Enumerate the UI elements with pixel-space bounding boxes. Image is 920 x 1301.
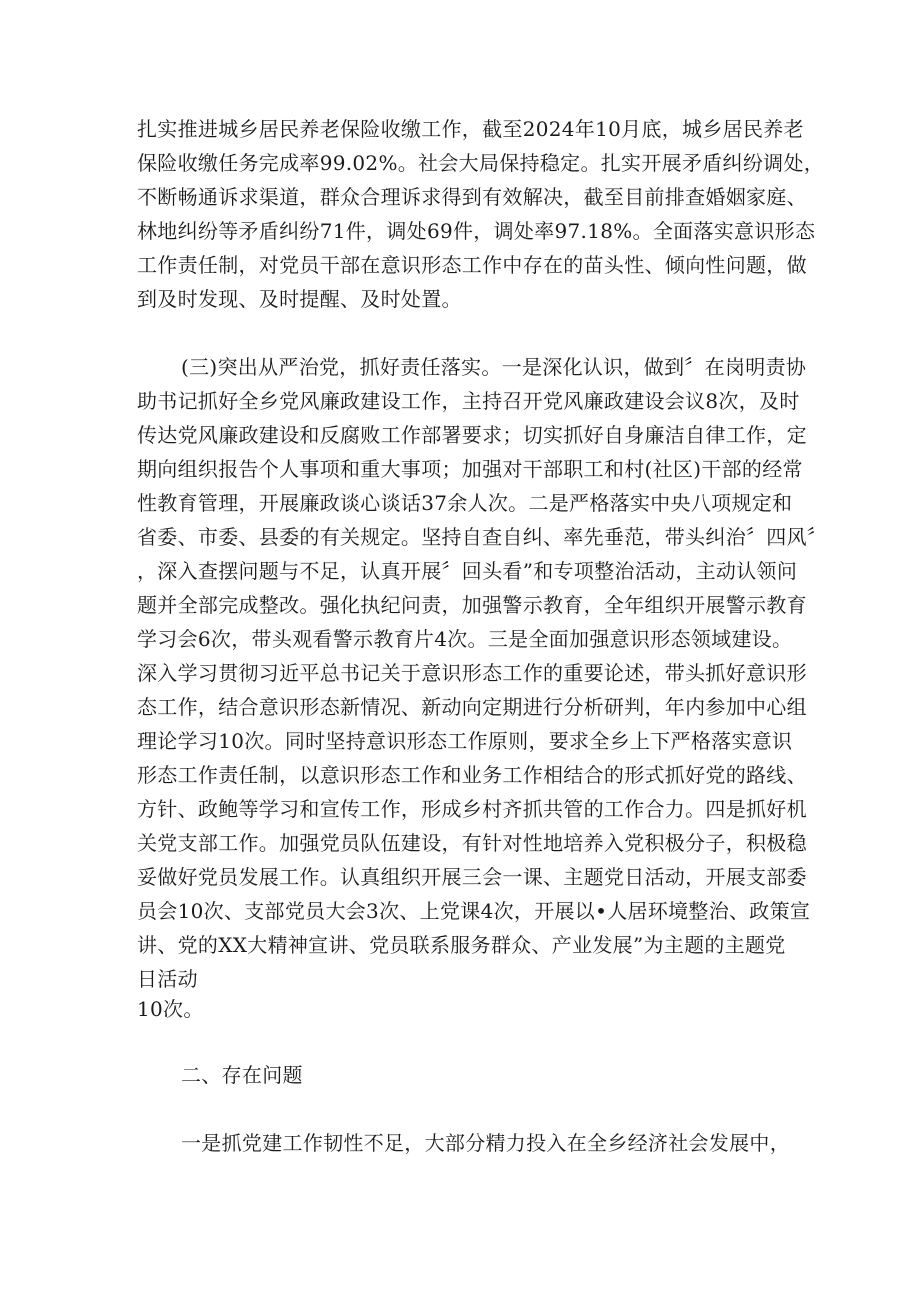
paragraph-2-line-19: 日活动 — [137, 967, 198, 991]
paragraph-2-line-17: 员会10次、支部党员大会3次、上党课4次，开展以•人居环境整治、政策宣 — [137, 899, 811, 923]
paragraph-1-line-6: 到及时发现、及时提醒、及时处置。 — [137, 287, 462, 311]
paragraph-2-line-16: 妥做好党员发展工作。认真组织开展三会一课、主题党日活动，开展支部委 — [137, 865, 807, 889]
paragraph-2-line-20: 10次。 — [137, 997, 204, 1021]
paragraph-2-line-3: 传达党风廉政建设和反腐败工作部署要求；切实抓好自身廉洁自律工作，定 — [137, 423, 807, 447]
paragraph-1-line-4: 林地纠纷等矛盾纠纷71件，调处69件，调处率97.18%。全面落实意识形态 — [137, 219, 816, 243]
paragraph-2-line-4: 期向组织报告个人事项和重大事项；加强对干部职工和村(社区)干部的经常 — [137, 457, 803, 481]
paragraph-2-line-2: 助书记抓好全乡党风廉政建设工作，主持召开党风廉政建设会议8次，及时 — [137, 389, 800, 413]
paragraph-2-line-5: 性教育管理，开展廉政谈心谈话37余人次。二是严格落实中央八项规定和 — [137, 491, 793, 515]
paragraph-1-line-2: 保险收缴任务完成率99.02%。社会大局保持稳定。扎实开展矛盾纠纷调处， — [137, 151, 825, 175]
paragraph-2-line-8: 题并全部完成整改。强化执纪问责，加强警示教育，全年组织开展警示教育 — [137, 593, 807, 617]
paragraph-2-line-12: 理论学习10次。同时坚持意识形态工作原则，要求全乡上下严格落实意识 — [137, 729, 793, 753]
paragraph-3-line-1: 一是抓党建工作韧性不足，大部分精力投入在全乡经济社会发展中， — [181, 1131, 790, 1155]
section-heading: 二、存在问题 — [181, 1063, 303, 1087]
paragraph-2-line-11: 态工作，结合意识形态新情况、新动向定期进行分析研判，年内参加中心组 — [137, 695, 807, 719]
paragraph-1-line-1: 扎实推进城乡居民养老保险收缴工作，截至2024年10月底，城乡居民养老 — [137, 117, 804, 141]
paragraph-2-line-13: 形态工作责任制，以意识形态工作和业务工作相结合的形式抓好党的路线、 — [137, 763, 807, 787]
paragraph-2-line-7: ，深入查摆问题与不足，认真开展〞回头看”和专项整治活动，主动认领问 — [137, 559, 798, 583]
paragraph-2-line-18: 讲、党的XX大精神宣讲、党员联系服务群众、产业发展”为主题的主题党 — [137, 933, 786, 957]
paragraph-2-line-15: 关党支部工作。加强党员队伍建设，有针对性地培养入党积极分子，积极稳 — [137, 831, 807, 855]
paragraph-1-line-3: 不断畅通诉求渠道，群众合理诉求得到有效解决，截至目前排查婚姻家庭、 — [137, 185, 807, 209]
paragraph-2-line-1: (三)突出从严治党，抓好责任落实。一是深化认识，做到〞在岗明责协 — [181, 355, 807, 379]
paragraph-2-line-6: 省委、市委、县委的有关规定。坚持自查自纠、率先垂范，带头纠治〞四风〞 — [137, 525, 828, 549]
paragraph-2-line-10: 深入学习贯彻习近平总书记关于意识形态工作的重要论述，带头抓好意识形 — [137, 661, 807, 685]
paragraph-2-line-14: 方针、政鲍等学习和宣传工作，形成乡村齐抓共管的工作合力。四是抓好机 — [137, 797, 807, 821]
paragraph-1-line-5: 工作责任制，对党员干部在意识形态工作中存在的苗头性、倾向性问题，做 — [137, 253, 807, 277]
paragraph-2-line-9: 学习会6次，带头观看警示教育片4次。三是全面加强意识形态领域建设。 — [137, 627, 793, 651]
